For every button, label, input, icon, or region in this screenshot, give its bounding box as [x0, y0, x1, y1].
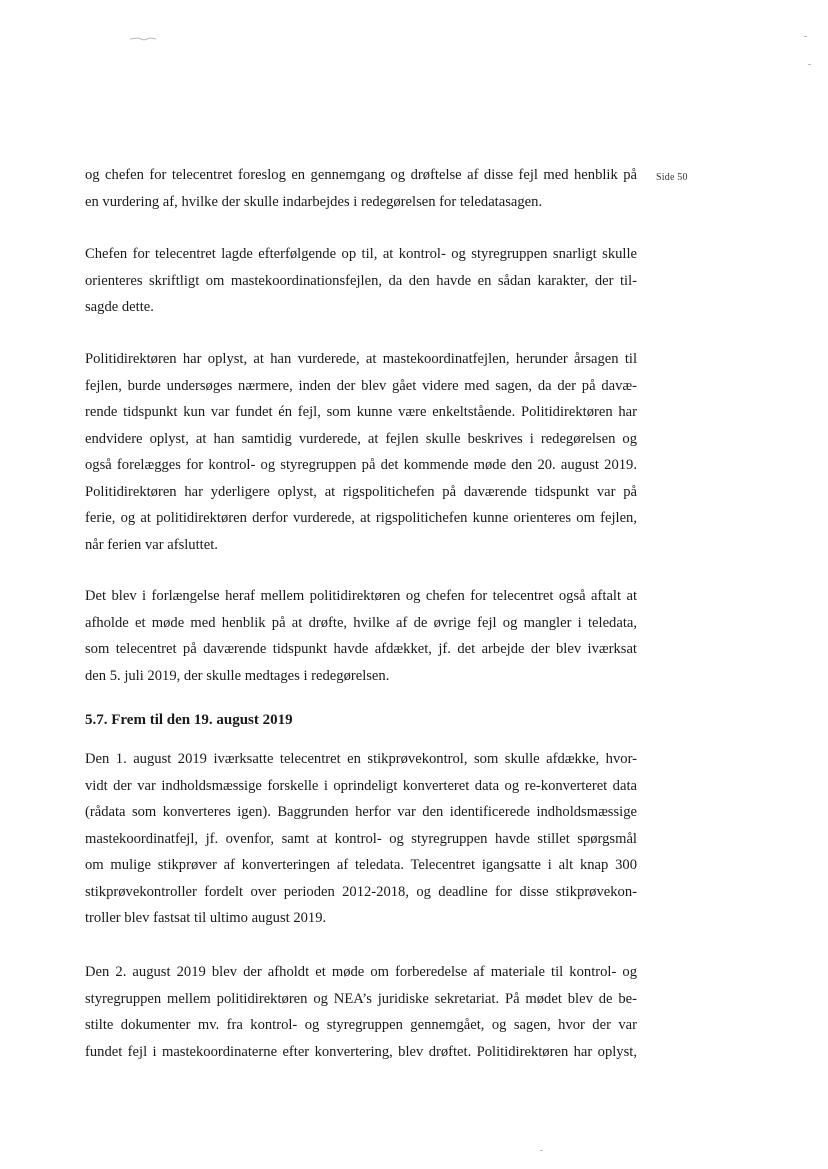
scan-speck [804, 36, 807, 37]
scan-speck [808, 64, 811, 65]
text-line: ferie, og at politidirektøren derfor vurderede, at rigspolitichefen kunne orienteres om fejlen, [85, 510, 637, 526]
paragraph [85, 959, 637, 1065]
paragraph [85, 583, 637, 689]
text-line: fundet fejl i mastekoordinaterne efter konvertering, blev drøftet. Politidirektøren har oplyst, [85, 1043, 637, 1060]
text-line: Det blev i forlængelse heraf mellem politidirektøren og chefen for telecentret også aftalt at [85, 588, 637, 604]
section-heading: 5.7. Frem til den 19. august 2019 [85, 712, 293, 728]
text-line: når ferien var afsluttet. [85, 536, 218, 553]
text-line: styregruppen mellem politidirektøren og NEA’s juridiske sekretariat. På mødet blev de be- [85, 990, 637, 1007]
text-line: også forelægges for kontrol- og styregruppen på det kommende møde den 20. august 2019. [85, 457, 637, 473]
text-line: den 5. juli 2019, der skulle medtages i redegørelsen. [85, 667, 390, 684]
text-line: Den 2. august 2019 blev der afholdt et møde om forberedelse af materiale til kontrol- og [85, 964, 637, 980]
text-line: endvidere oplyst, at han samtidig vurderede, at fejlen skulle beskrives i redegørelsen og [85, 430, 637, 447]
text-line: og chefen for telecentret foreslog en gennemgang og drøftelse af disse fejl med henblik på [85, 167, 637, 183]
text-line: orienteres skriftligt om mastekoordinationsfejlen, da den havde en sådan karakter, der til- [85, 272, 637, 289]
text-line: (rådata som konverteres igen). Baggrunden herfor var den identificerede indholdsmæssige [85, 804, 637, 820]
text-line: stikprøvekontroller fordelt over perioden 2012-2018, og deadline for disse stikprøvekon- [85, 883, 637, 900]
text-line: rende tidspunkt kun var fundet én fejl, som kunne være enkeltstående. Politidirektøren har [85, 404, 637, 420]
text-line: en vurdering af, hvilke der skulle indarbejdes i redegørelsen for teledatasagen. [85, 193, 543, 210]
text-line: troller blev fastsat til ultimo august 2019. [85, 910, 327, 926]
scan-artifact-icon [128, 36, 168, 42]
text-line: afholde et møde med henblik på at drøfte, hvilke af de øvrige fejl og mangler i teledata, [85, 614, 637, 631]
text-line: sagde dette. [85, 299, 154, 315]
paragraph [85, 241, 637, 321]
text-line: Politidirektøren har oplyst, at han vurderede, at mastekoordinatfejlen, herunder årsagen til [85, 351, 637, 367]
text-line: Den 1. august 2019 iværksatte telecentret en stikprøvekontrol, som skulle afdække, hvor- [85, 751, 637, 767]
text-line: Politidirektøren har yderligere oplyst, at rigspolitichefen på daværende tidspunkt var på [85, 483, 637, 500]
text-line: stilte dokumenter mv. fra kontrol- og styregruppen gennemgået, og sagen, hvor der var [85, 1017, 637, 1033]
scan-speck [540, 1150, 543, 1151]
text-line: fejlen, burde undersøges nærmere, inden der blev gået videre med sagen, da der på davæ- [85, 377, 637, 394]
page-number: Side 50 [656, 172, 688, 183]
paragraph [85, 162, 637, 215]
text-line: Chefen for telecentret lagde efterfølgende op til, at kontrol- og styregruppen snarligt skulle [85, 246, 637, 262]
text-line: som telecentret på daværende tidspunkt havde afdækket, jf. det arbejde der blev iværksat [85, 641, 637, 657]
text-line: om mulige stikprøver af konverteringen af teledata. Telecentret igangsatte i alt knap 300 [85, 857, 637, 873]
text-line: mastekoordinatfejl, jf. ovenfor, samt at kontrol- og styregruppen havde stillet spørgsmål [85, 830, 637, 847]
paragraph [85, 746, 637, 932]
text-line: vidt der var indholdsmæssige forskelle i oprindeligt konverteret data og re-konverteret data [85, 777, 637, 794]
paragraph [85, 346, 637, 558]
